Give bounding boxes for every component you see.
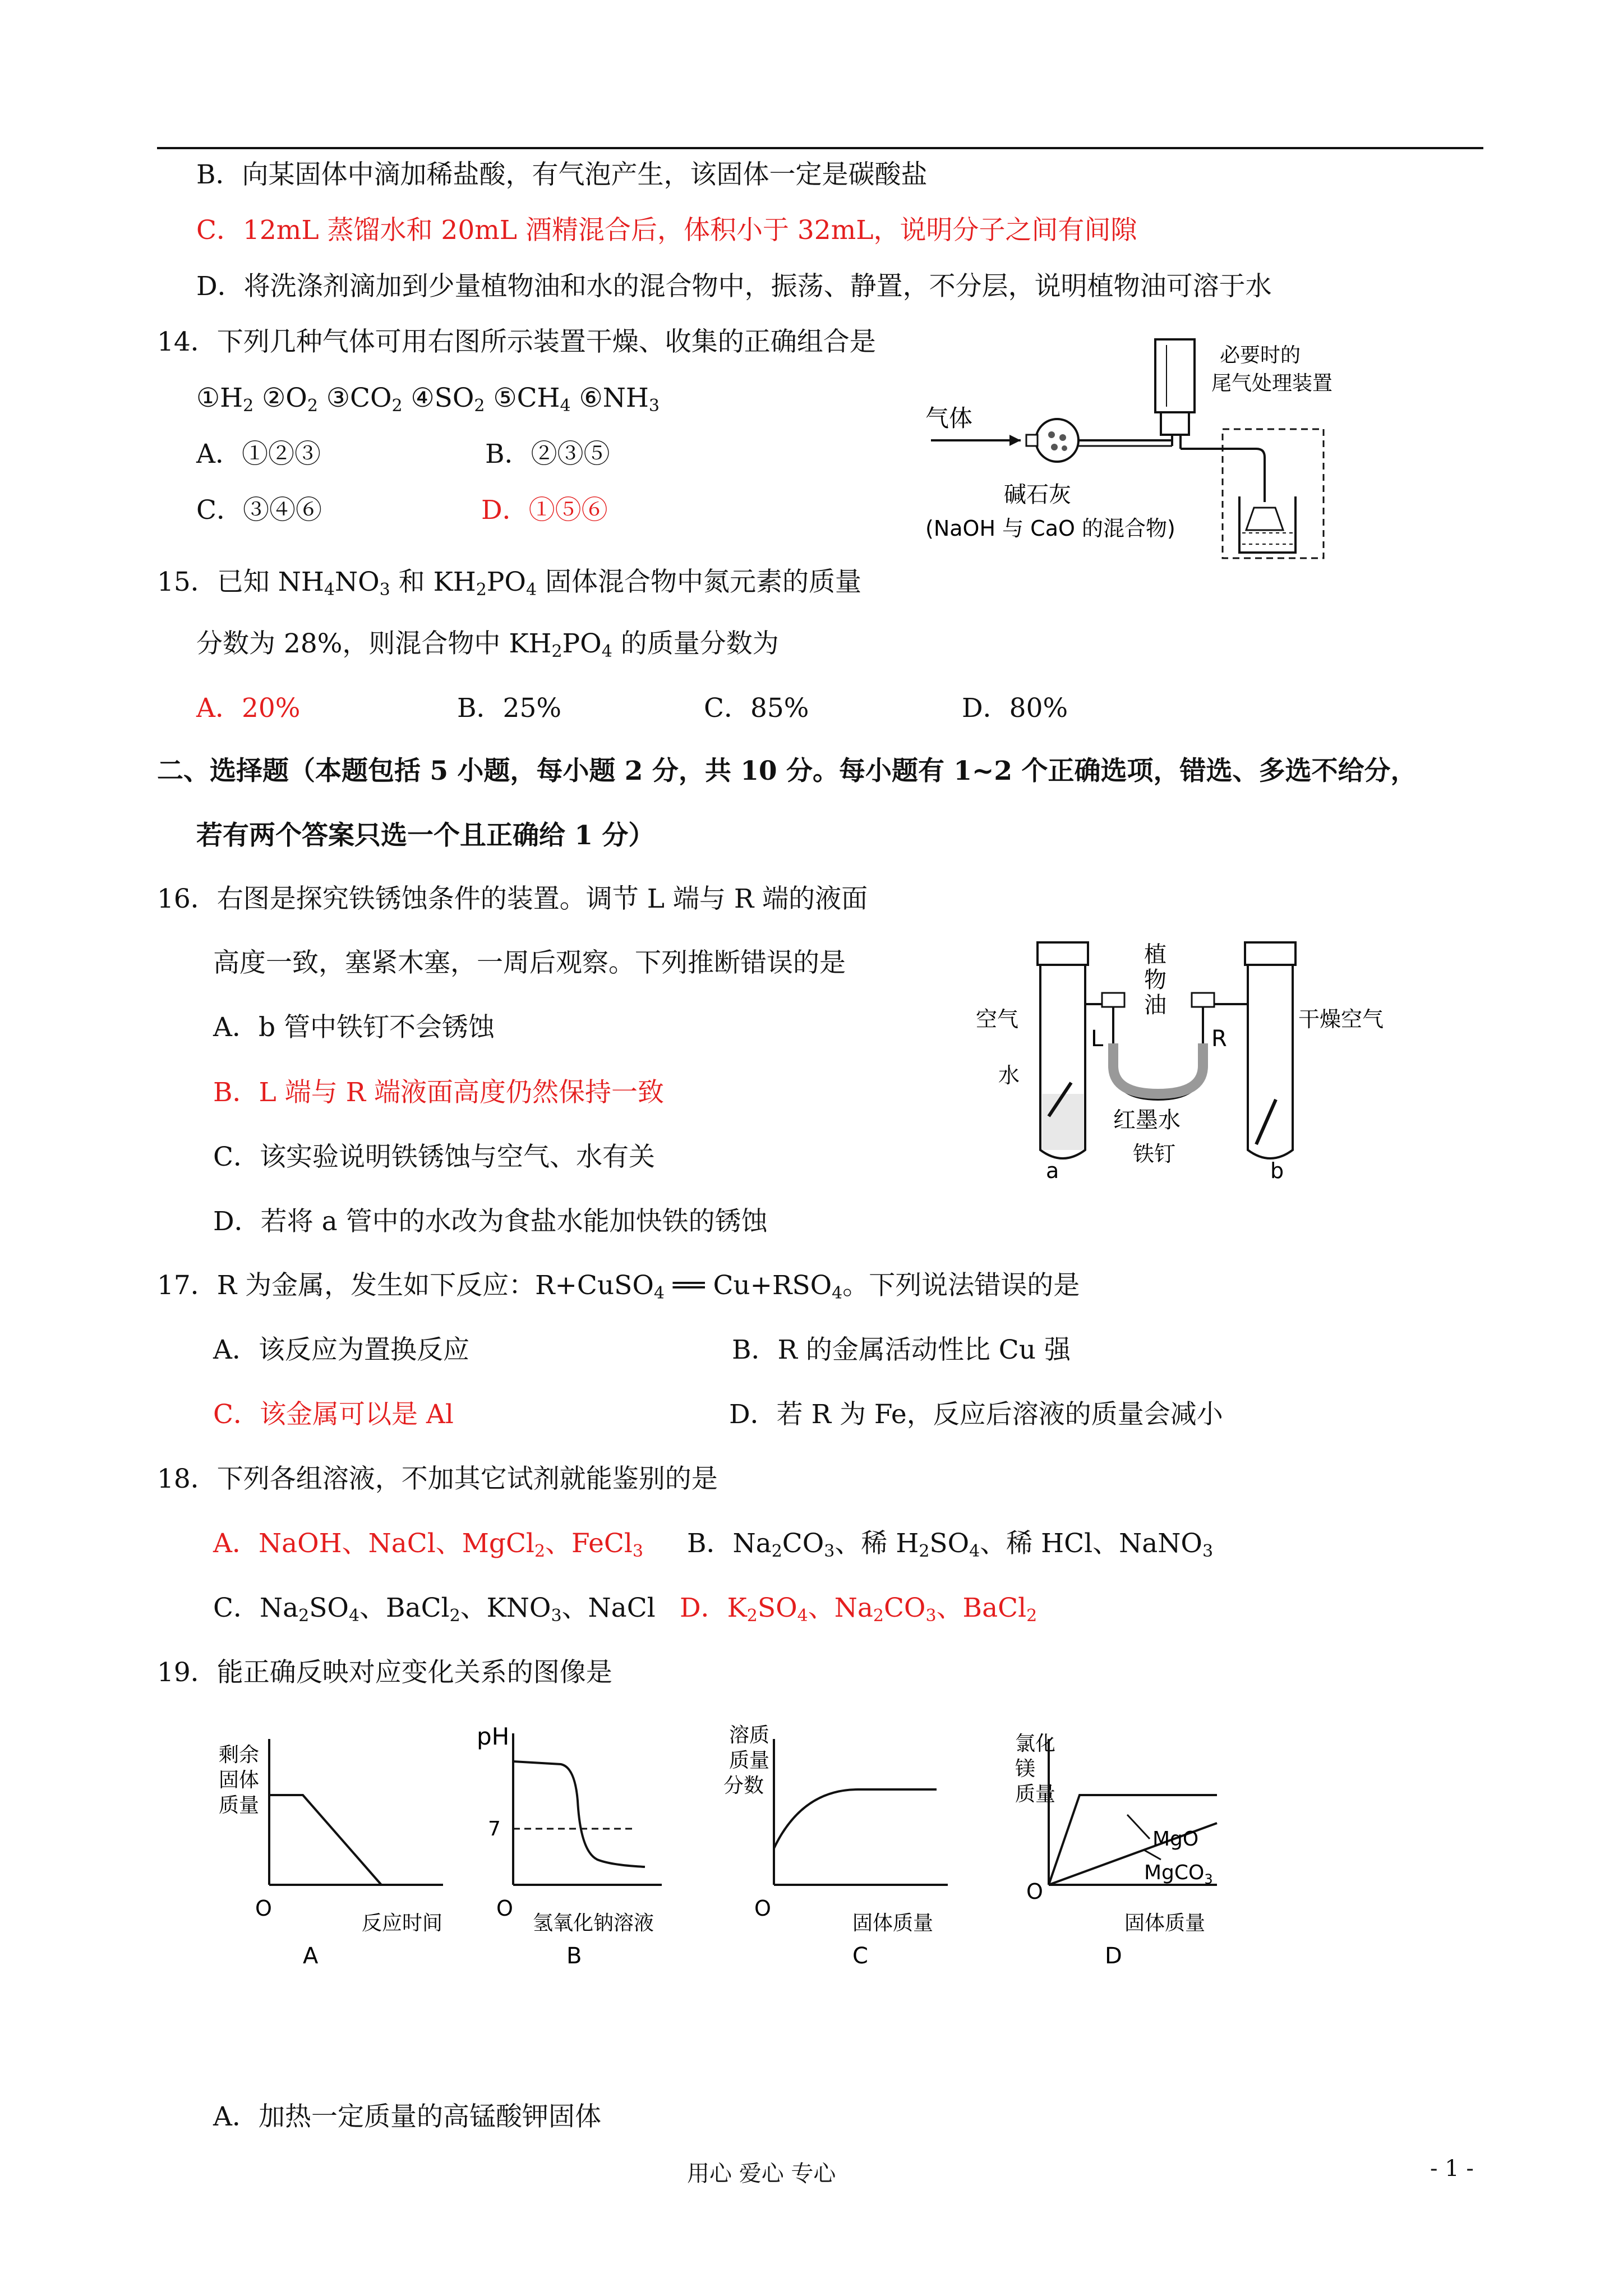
q14-stem: 14．下列几种气体可用右图所示装置干燥、收集的正确组合是 [157, 326, 876, 357]
graph-b-origin: O [496, 1896, 513, 1921]
graph-d-label-mgco3: MgCO$_3$ [1144, 1861, 1213, 1887]
q16-option-b: B．L 端与 R 端液面高度仍然保持一致 [213, 1077, 664, 1108]
page-number: - 1 - [1430, 2156, 1474, 2182]
q15-option-a: A．20% [196, 693, 301, 724]
label-nail: 铁钉 [1133, 1142, 1176, 1166]
section-2-heading-2: 若有两个答案只选一个且正确给 1 分） [196, 820, 655, 851]
label-oil-3: 油 [1144, 992, 1166, 1018]
q13-option-c: C．12mL 蒸馏水和 20mL 酒精混合后，体积小于 32mL，说明分子之间有间隙 [196, 215, 1137, 246]
q15-option-b: B．25% [457, 693, 562, 724]
header-rule [157, 147, 1483, 149]
graph-a-letter: A [303, 1943, 319, 1969]
q16-stem-2: 高度一致，塞紧木塞，一周后观察。下列推断错误的是 [213, 947, 846, 978]
collecting-bottle [1155, 339, 1195, 412]
q16-option-c: C．该实验说明铁锈蚀与空气、水有关 [213, 1142, 655, 1172]
graph-a-ylabel-2: 固体 [219, 1769, 260, 1792]
q18-option-c: C．$Na_2SO_4$、BaCl$_2$、$KNO_3$、NaCl [213, 1593, 656, 1626]
tube-b [1248, 965, 1293, 1158]
q17-option-d: D．若 R 为 Fe，反应后溶液的质量会减小 [729, 1399, 1223, 1430]
label-oil-1: 植 [1144, 942, 1166, 968]
graph-b [477, 1717, 729, 1975]
label-water: 水 [998, 1063, 1020, 1088]
q17-stem: 17．R 为金属，发生如下反应：R+CuSO$_4$ ══ $Cu+RSO_4$。下列说法错误的是 [157, 1270, 1080, 1303]
q14-option-d: D．①⑤⑥ [481, 495, 608, 526]
soda-lime-note: (NaOH 与 CaO 的混合物) [925, 516, 1175, 541]
q16-option-a: A．b 管中铁钉不会锈蚀 [213, 1012, 495, 1043]
drying-apparatus-figure [920, 328, 1492, 575]
label-oil-2: 物 [1144, 967, 1166, 993]
graph-d-ylabel-2: 镁 [1015, 1757, 1036, 1780]
graph-b-curve [513, 1761, 645, 1867]
q14-option-a: A．①②③ [196, 439, 321, 470]
graph-a-ylabel-3: 质量 [219, 1794, 260, 1817]
label-air: 空气 [976, 1007, 1019, 1032]
graph-d-ylabel-3: 质量 [1015, 1783, 1056, 1806]
graph-d-label-mgo: MgO [1152, 1828, 1199, 1851]
q18-option-d: D．$K_2SO_4$、$Na_2CO_3$、BaCl$_2$ [680, 1593, 1038, 1626]
graph-c-ylabel-1: 溶质 [729, 1724, 770, 1747]
graph-a-curve [269, 1795, 381, 1885]
q16-option-d: D．若将 a 管中的水改为食盐水能加快铁的锈蚀 [213, 1206, 768, 1237]
label-a: a [1046, 1158, 1059, 1183]
graph-a-xlabel: 反应时间 [362, 1912, 443, 1935]
q15-stem-2: 分数为 28%，则混合物中 $KH_2PO_4$ 的质量分数为 [196, 628, 779, 661]
q15-stem-1: 15．已知 $NH_4NO_3$ 和 $KH_2PO_4$ 固体混合物中氮元素的质量 [157, 567, 861, 600]
q13-option-b: B．向某固体中滴加稀盐酸，有气泡产生，该固体一定是碳酸盐 [196, 159, 928, 190]
q14-option-c: C．③④⑥ [196, 495, 322, 526]
footer-motto: 用心 爱心 专心 [687, 2161, 836, 2187]
label-dry-air: 干燥空气 [1298, 1007, 1384, 1032]
q18-option-a: A．NaOH、NaCl、MgCl$_2$、FeCl$_3$ [213, 1528, 643, 1561]
graph-b-letter: B [566, 1943, 582, 1969]
graph-b-tick-7: 7 [488, 1818, 501, 1841]
graph-c-origin: O [754, 1896, 771, 1921]
q14-gas-list: $①H_2$ $②O_2$ $③CO_2$ $④SO_2$ $⑤CH_4$ $⑥NH_3$ [196, 383, 660, 416]
label-red-ink: 红墨水 [1113, 1107, 1181, 1133]
q18-option-b: B．$Na_2CO_3$、稀 $H_2SO_4$、稀 HCl、NaNO$_3$ [687, 1528, 1214, 1561]
tail-label-2: 尾气处理装置 [1211, 372, 1333, 395]
q15-option-d: D．80% [962, 693, 1068, 724]
graph-c-ylabel-3: 分数 [723, 1774, 764, 1797]
graph-c-curve [774, 1789, 937, 1848]
section-2-heading-1: 二、选择题（本题包括 5 小题，每小题 2 分，共 10 分。每小题有 1~2 个正确选项，错选、多选不给分， [157, 756, 1417, 786]
q15-option-c: C．85% [704, 693, 809, 724]
funnel [1246, 508, 1283, 530]
graph-d-ylabel-1: 氯化 [1015, 1732, 1056, 1755]
q17-option-a: A．该反应为置换反应 [213, 1335, 469, 1365]
q19-stem: 19．能正确反映对应变化关系的图像是 [157, 1657, 612, 1688]
soda-lime-label: 碱石灰 [1004, 482, 1071, 508]
graph-c-ylabel-2: 质量 [729, 1749, 770, 1772]
graph-d-letter: D [1105, 1943, 1122, 1969]
graph-c-xlabel: 固体质量 [852, 1912, 934, 1935]
label-b: b [1270, 1158, 1284, 1183]
rust-experiment-figure [965, 931, 1391, 1184]
graph-b-ylabel: pH [477, 1723, 510, 1750]
q17-option-c: C．该金属可以是 Al [213, 1399, 454, 1430]
gas-label: 气体 [925, 404, 973, 432]
q17-option-b: B．R 的金属活动性比 Cu 强 [732, 1335, 1071, 1365]
graph-d [1004, 1717, 1295, 1975]
label-r: R [1211, 1026, 1227, 1052]
graph-c [712, 1717, 965, 1975]
label-l: L [1091, 1026, 1104, 1052]
drying-tube [1036, 419, 1078, 462]
graph-a-origin: O [255, 1896, 272, 1921]
graph-c-letter: C [852, 1943, 868, 1969]
graph-a-ylabel-1: 剩余 [219, 1743, 260, 1766]
q16-stem-1: 16．右图是探究铁锈蚀条件的装置。调节 L 端与 R 端的液面 [157, 884, 868, 914]
graph-a [219, 1717, 499, 1975]
graph-b-xlabel: 氢氧化钠溶液 [533, 1912, 654, 1935]
q13-option-d: D．将洗涤剂滴加到少量植物油和水的混合物中，振荡、静置，不分层，说明植物油可溶于水 [196, 271, 1272, 302]
graph-d-origin: O [1026, 1879, 1043, 1904]
tail-label-1: 必要时的 [1220, 344, 1301, 367]
q19-option-a: A．加热一定质量的高锰酸钾固体 [213, 2101, 601, 2132]
q14-option-b: B．②③⑤ [485, 439, 610, 470]
graph-d-xlabel: 固体质量 [1124, 1912, 1206, 1935]
q18-stem: 18．下列各组溶液，不加其它试剂就能鉴别的是 [157, 1464, 718, 1494]
